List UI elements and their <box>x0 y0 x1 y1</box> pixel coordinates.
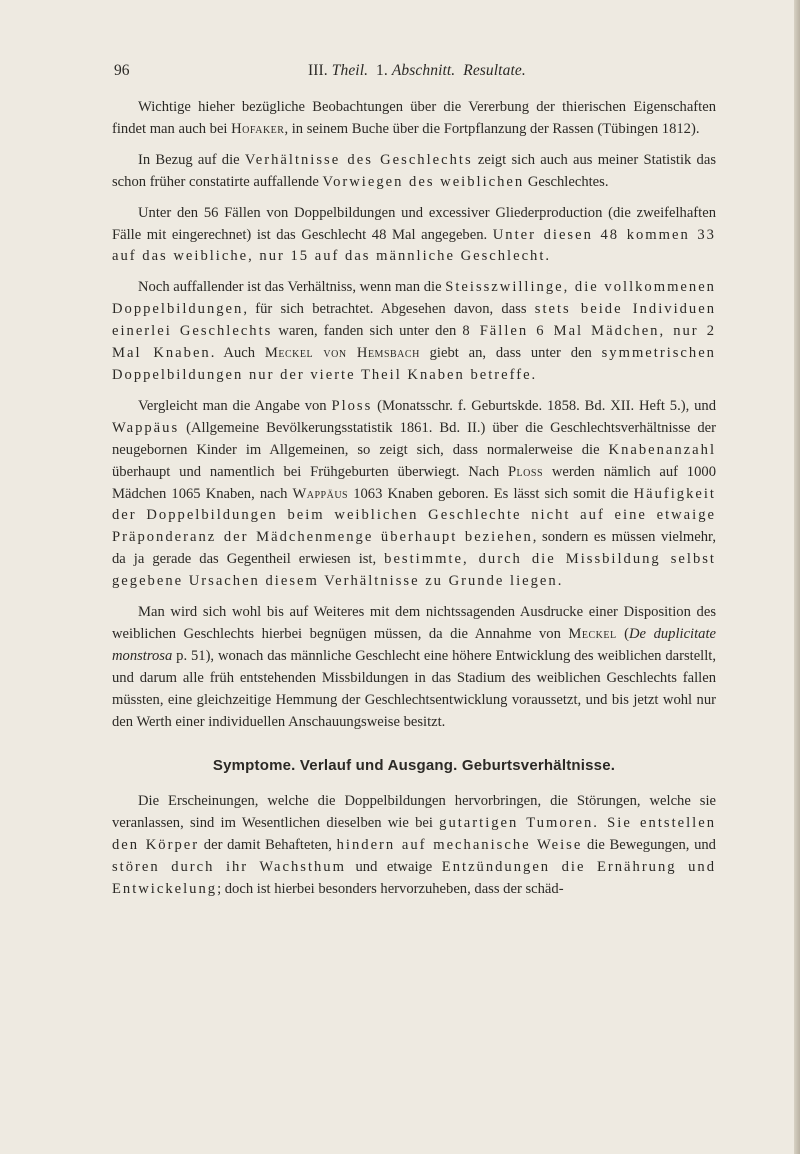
spaced-emphasis: Steisszwillinge, die vollkommenen Doppelbildungen <box>112 279 716 318</box>
abschnitt-label: Abschnitt. <box>391 62 456 79</box>
spaced-emphasis: Wappäus <box>112 419 180 436</box>
spaced-emphasis: Ploss <box>331 397 373 414</box>
text-run: (Allgemeine Bevölkerungsstatistik 1861. Bd. II.) über die Geschlechtsverhältnisse der neugebornen Kinder im Allgemeinen, so zeigt sich, dass normalerweise die <box>112 419 716 458</box>
text-run: In Bezug auf die <box>138 151 245 168</box>
text-run: giebt an, dass unter den <box>419 345 602 362</box>
spaced-emphasis: hindern auf mechanische Weise <box>336 837 583 854</box>
spaced-emphasis: Entzündungen die Ernährung und Entwickelung <box>112 859 716 897</box>
text-run: , für sich betrachtet. Abgesehen davon, dass <box>243 301 535 318</box>
text-run: (Monatsschr. f. Geburtskde. 1858. Bd. XII. Heft 5.), und <box>372 397 717 414</box>
running-header <box>100 62 720 84</box>
abschnitt-number: 1. <box>376 62 388 79</box>
page-number: 96 <box>114 62 130 79</box>
spaced-emphasis: Verhältnisse des Geschlechts <box>244 151 473 168</box>
part-number: III. <box>308 62 328 79</box>
text-run: Geschlechtes. <box>524 173 609 190</box>
text-run: 1063 Knaben geboren. Es lässt sich somit die <box>348 485 634 502</box>
body-text <box>112 97 716 901</box>
author-name: Meckel von Hemsbach <box>264 345 420 362</box>
section-heading: Symptome. Verlauf und Ausgang. Geburtsverhältnisse. <box>212 757 616 775</box>
text-run: die Bewegungen, und <box>582 837 716 854</box>
spaced-emphasis: symmetrischen Doppelbildungen nur der vierte Theil Knaben betreffe. <box>112 345 716 383</box>
text-run: überhaupt und namentlich bei Frühgeburten überwiegt. Nach <box>112 463 508 480</box>
spaced-emphasis: Häufigkeit der Doppelbildungen beim weiblichen Geschlechte nicht auf eine etwaige Präponderanz der Mädchenmenge überhaupt beziehen <box>112 485 716 546</box>
text-run: Die Erscheinungen, welche die Doppelbildungen hervorbringen, die Störungen, welche sie veranlassen, sind im Wesentlichen dieselben wie bei <box>112 793 716 832</box>
running-title <box>308 62 526 80</box>
text-run: waren, fanden sich unter den <box>272 323 463 340</box>
text-run: , in seinem Buche über die Fortpflanzung der Rassen (Tübingen 1812). <box>284 120 700 137</box>
text-run: . Auch <box>210 345 265 362</box>
paragraph <box>112 602 716 733</box>
text-run: der damit Behafteten, <box>199 837 337 854</box>
author-name: Ploss <box>507 463 544 480</box>
spaced-emphasis: Knabenanzahl <box>608 441 716 458</box>
text-run: Man wird sich wohl bis auf Weiteres mit dem nichtssagenden Ausdrucke einer Disposition des weiblichen Geschlechts hierbei begnügen müssen, da die Annahme von <box>112 604 716 642</box>
spaced-emphasis: Unter diesen 48 kommen 33 auf das weibliche, nur 15 auf das männliche Geschlecht. <box>112 226 716 265</box>
text-run: p. 51), wonach das männliche Geschlecht eine höhere Entwicklung des weiblichen darstellt, und darum alle früh entstehenden Missbildungen in das Stadium des weiblichen Geschlechts fallen müssten, eine gleichzeitige Hemmung der Geschlechtsentwicklung voraussetzt, und bis jetzt wohl nur den Werth einer individuellen Anschauungsweise besitzt. <box>112 647 716 730</box>
italic-title: De duplicitate monstrosa <box>112 625 716 664</box>
spaced-emphasis: stets beide Individuen einerlei Geschlechts <box>112 301 716 340</box>
spaced-emphasis: Vorwiegen des weiblichen <box>322 173 525 190</box>
text-run: Unter den 56 Fällen von Doppelbildungen und excessiver Gliederproduction (die zweifelhaften Fälle mit eingerechnet) ist das Geschlecht 48 Mal angegeben. <box>112 204 716 243</box>
spaced-emphasis: bestimmte, durch die Missbildung selbst gegebene Ursachen diesem Verhältnisse zu Grunde liegen. <box>112 551 716 590</box>
text-run: und etwaige <box>345 859 442 876</box>
text-run: , sondern es müssen vielmehr, da ja gerade das Gegentheil erwiesen ist, <box>112 529 716 568</box>
author-name: Meckel <box>568 625 617 642</box>
spaced-emphasis: 8 Fällen 6 Mal Mädchen, nur 2 Mal Knaben <box>112 323 717 362</box>
author-name: Hofaker <box>231 120 285 137</box>
paragraph <box>112 203 716 269</box>
paragraph <box>112 97 716 141</box>
paragraph <box>112 150 716 194</box>
text-run: Vergleicht man die Angabe von <box>138 397 332 414</box>
text-run: Noch auffallender ist das Verhältniss, wenn man die <box>138 279 446 296</box>
paragraph <box>112 396 716 593</box>
text-run: Wichtige hieher bezügliche Beobachtungen über die Vererbung der thierischen Eigenschaften findet man auch bei <box>112 99 716 137</box>
text-run: werden nämlich auf 1000 Mädchen 1065 Knaben, nach <box>112 463 716 502</box>
spaced-emphasis: stören durch ihr Wachsthum <box>112 859 346 876</box>
spaced-emphasis: gutartigen Tumoren. Sie entstellen den Körper <box>112 815 716 854</box>
page-edge <box>794 0 800 1154</box>
paragraph <box>112 791 716 901</box>
resultate-label: Resultate. <box>463 62 526 79</box>
theil-label: Theil. <box>331 62 369 79</box>
text-run: ( <box>616 625 630 642</box>
text-run: zeigt sich auch aus meiner Statistik das schon früher constatirte auffallende <box>112 151 716 190</box>
text-run: ; doch ist hierbei besonders hervorzuheben, dass der schäd- <box>217 881 564 897</box>
author-name: Wappäus <box>292 485 349 502</box>
paragraph <box>112 277 716 387</box>
